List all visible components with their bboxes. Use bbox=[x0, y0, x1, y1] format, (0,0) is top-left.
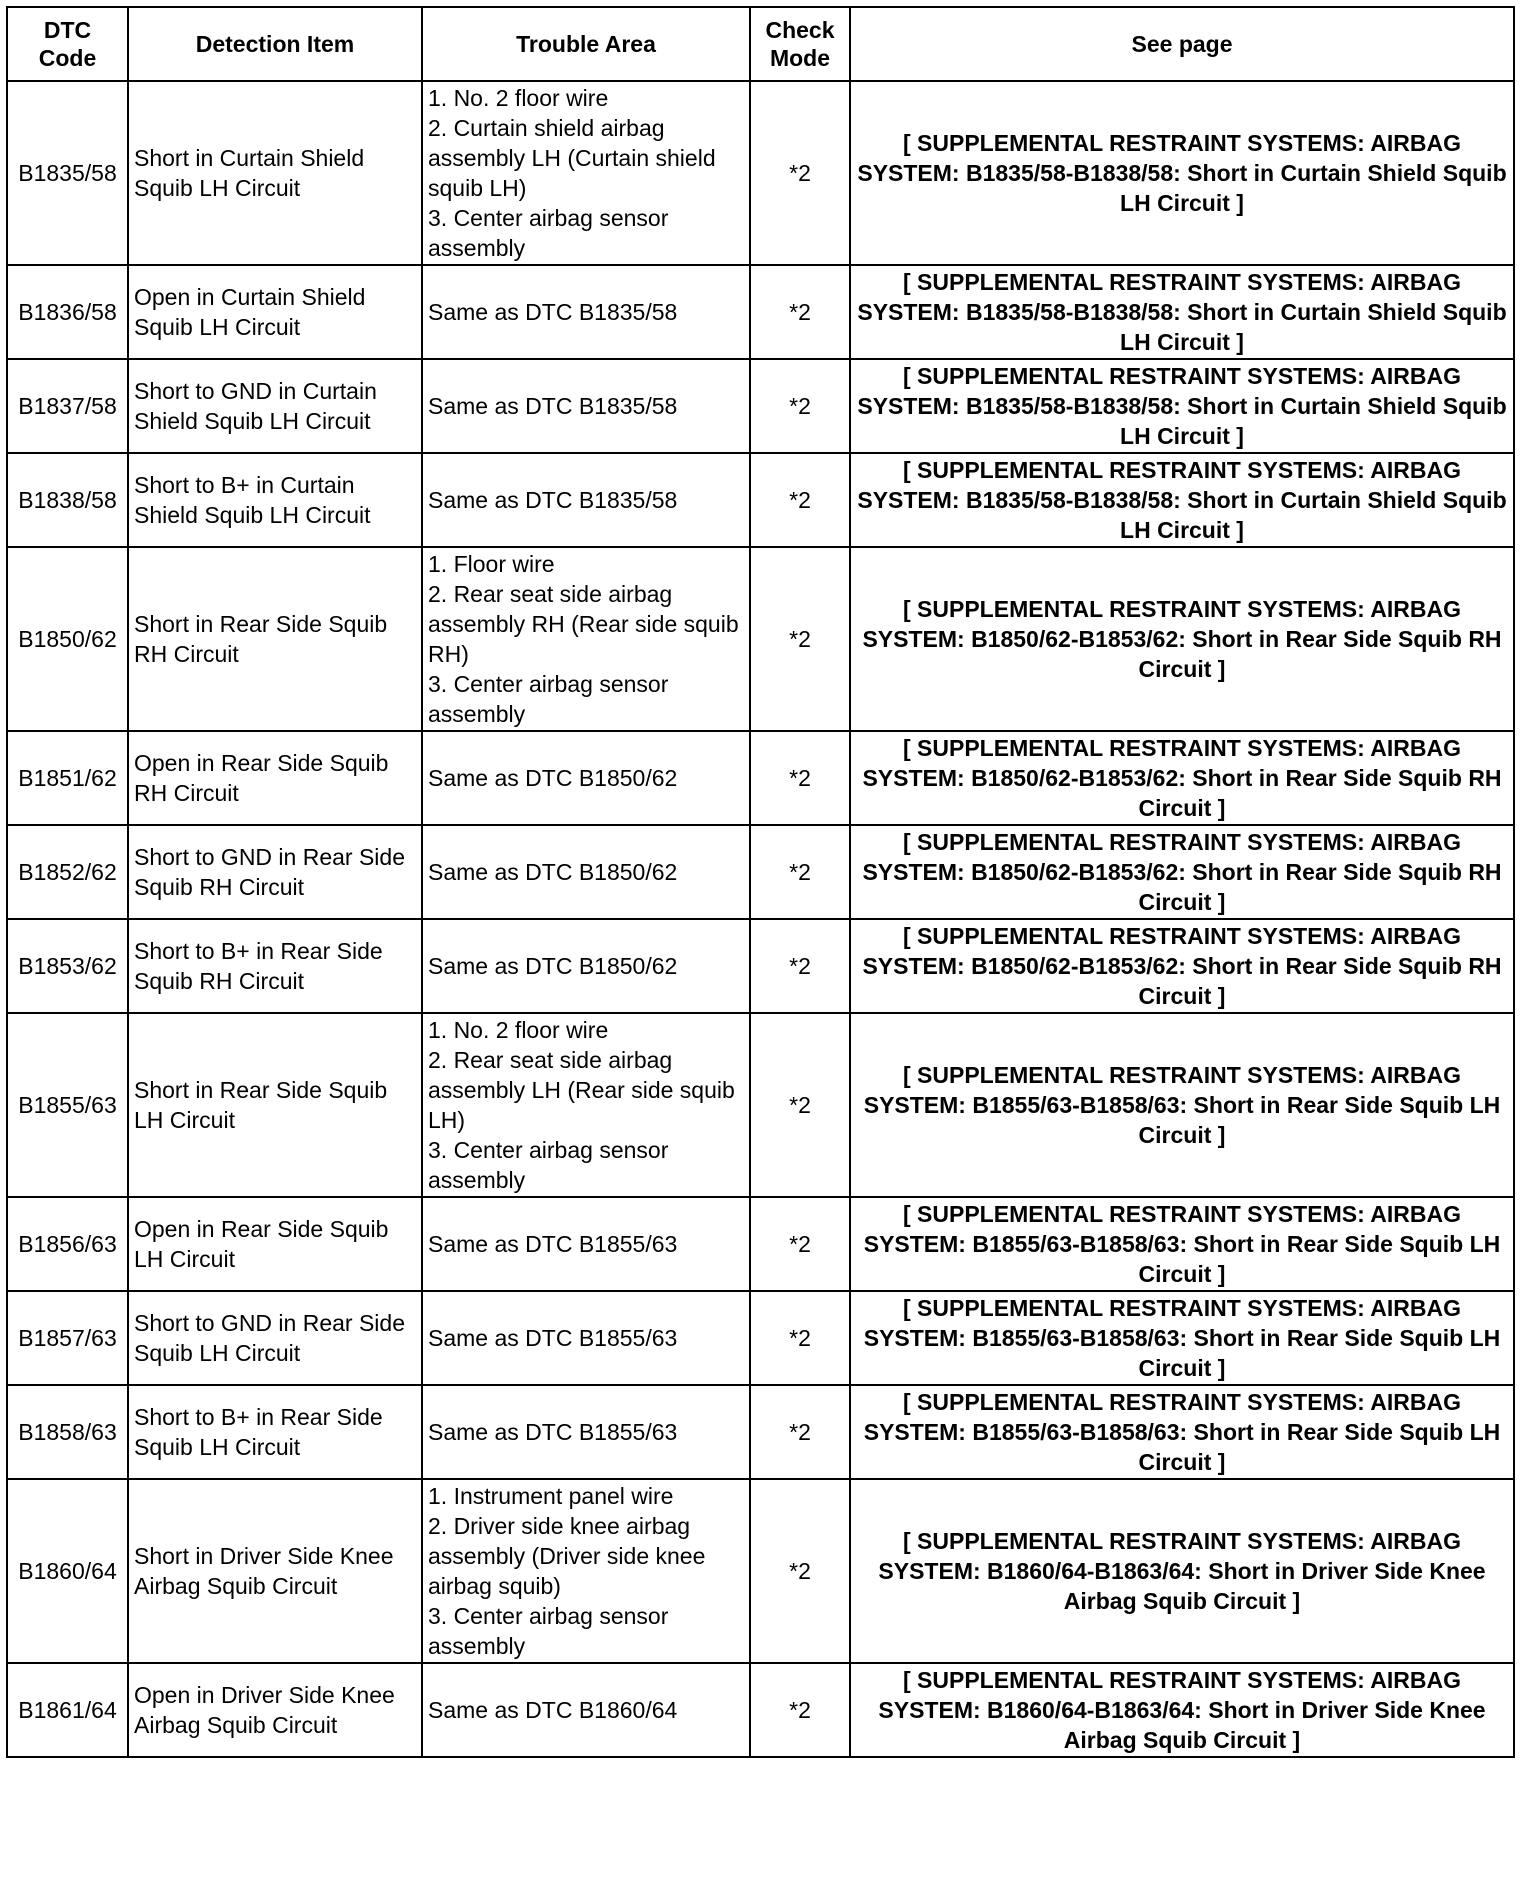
detection-item-cell: Short in Rear Side Squib RH Circuit bbox=[128, 547, 422, 731]
trouble-area-line: Same as DTC B1855/63 bbox=[428, 1325, 678, 1351]
table-row bbox=[7, 919, 1514, 1013]
see-page-link[interactable]: [ SUPPLEMENTAL RESTRAINT SYSTEMS: AIRBAG SYSTEM: B1835/58-B1838/58: Short in Curtain Shield Squib LH Circuit ] bbox=[850, 359, 1514, 453]
trouble-area-line: Same as DTC B1860/64 bbox=[428, 1697, 678, 1723]
trouble-area-line: 2. Curtain shield airbag assembly LH (Curtain shield squib LH) bbox=[428, 115, 716, 201]
see-page-link[interactable]: [ SUPPLEMENTAL RESTRAINT SYSTEMS: AIRBAG SYSTEM: B1850/62-B1853/62: Short in Rear Side Squib RH Circuit ] bbox=[850, 825, 1514, 919]
dtc-code-cell: B1857/63 bbox=[7, 1291, 128, 1385]
table-row bbox=[7, 81, 1514, 265]
dtc-code-cell: B1838/58 bbox=[7, 453, 128, 547]
trouble-area-line: Same as DTC B1850/62 bbox=[428, 953, 678, 979]
table-header-row bbox=[7, 7, 1514, 81]
table-body bbox=[7, 81, 1514, 1757]
see-page-link[interactable]: [ SUPPLEMENTAL RESTRAINT SYSTEMS: AIRBAG SYSTEM: B1850/62-B1853/62: Short in Rear Side Squib RH Circuit ] bbox=[850, 547, 1514, 731]
trouble-area-line: 1. No. 2 floor wire bbox=[428, 1017, 609, 1043]
trouble-area-cell bbox=[422, 1663, 750, 1757]
trouble-area-line: Same as DTC B1835/58 bbox=[428, 299, 678, 325]
dtc-code-cell: B1856/63 bbox=[7, 1197, 128, 1291]
table-row bbox=[7, 1663, 1514, 1757]
table-row bbox=[7, 1197, 1514, 1291]
see-page-link[interactable]: [ SUPPLEMENTAL RESTRAINT SYSTEMS: AIRBAG SYSTEM: B1850/62-B1853/62: Short in Rear Side Squib RH Circuit ] bbox=[850, 731, 1514, 825]
see-page-link[interactable]: [ SUPPLEMENTAL RESTRAINT SYSTEMS: AIRBAG SYSTEM: B1850/62-B1853/62: Short in Rear Side Squib RH Circuit ] bbox=[850, 919, 1514, 1013]
check-mode-cell: *2 bbox=[750, 825, 850, 919]
dtc-code-cell: B1850/62 bbox=[7, 547, 128, 731]
trouble-area-cell bbox=[422, 359, 750, 453]
table-row bbox=[7, 1385, 1514, 1479]
dtc-code-cell: B1837/58 bbox=[7, 359, 128, 453]
see-page-link[interactable]: [ SUPPLEMENTAL RESTRAINT SYSTEMS: AIRBAG SYSTEM: B1855/63-B1858/63: Short in Rear Side Squib LH Circuit ] bbox=[850, 1291, 1514, 1385]
trouble-area-line: Same as DTC B1850/62 bbox=[428, 765, 678, 791]
table-row bbox=[7, 453, 1514, 547]
see-page-link[interactable]: [ SUPPLEMENTAL RESTRAINT SYSTEMS: AIRBAG SYSTEM: B1860/64-B1863/64: Short in Driver Side Knee Airbag Squib Circuit ] bbox=[850, 1663, 1514, 1757]
check-mode-cell: *2 bbox=[750, 359, 850, 453]
trouble-area-cell bbox=[422, 731, 750, 825]
table-row bbox=[7, 1013, 1514, 1197]
trouble-area-cell bbox=[422, 453, 750, 547]
detection-item-cell: Short in Driver Side Knee Airbag Squib Circuit bbox=[128, 1479, 422, 1663]
check-mode-cell: *2 bbox=[750, 1663, 850, 1757]
dtc-code-cell: B1861/64 bbox=[7, 1663, 128, 1757]
trouble-area-cell bbox=[422, 1013, 750, 1197]
dtc-code-cell: B1852/62 bbox=[7, 825, 128, 919]
see-page-link[interactable]: [ SUPPLEMENTAL RESTRAINT SYSTEMS: AIRBAG SYSTEM: B1835/58-B1838/58: Short in Curtain Shield Squib LH Circuit ] bbox=[850, 81, 1514, 265]
detection-item-cell: Short to B+ in Rear Side Squib LH Circuit bbox=[128, 1385, 422, 1479]
detection-item-cell: Short in Rear Side Squib LH Circuit bbox=[128, 1013, 422, 1197]
trouble-area-cell bbox=[422, 1197, 750, 1291]
check-mode-cell: *2 bbox=[750, 547, 850, 731]
trouble-area-line: 2. Driver side knee airbag assembly (Driver side knee airbag squib) bbox=[428, 1513, 706, 1599]
detection-item-cell: Open in Driver Side Knee Airbag Squib Circuit bbox=[128, 1663, 422, 1757]
dtc-code-cell: B1836/58 bbox=[7, 265, 128, 359]
detection-item-cell: Short to B+ in Curtain Shield Squib LH Circuit bbox=[128, 453, 422, 547]
check-mode-cell: *2 bbox=[750, 1013, 850, 1197]
trouble-area-cell bbox=[422, 1385, 750, 1479]
trouble-area-line: 3. Center airbag sensor assembly bbox=[428, 671, 669, 727]
trouble-area-cell bbox=[422, 919, 750, 1013]
check-mode-cell: *2 bbox=[750, 919, 850, 1013]
trouble-area-line: 1. Floor wire bbox=[428, 551, 555, 577]
dtc-code-cell: B1860/64 bbox=[7, 1479, 128, 1663]
trouble-area-cell bbox=[422, 1479, 750, 1663]
trouble-area-line: Same as DTC B1850/62 bbox=[428, 859, 678, 885]
dtc-code-cell: B1835/58 bbox=[7, 81, 128, 265]
detection-item-cell: Open in Curtain Shield Squib LH Circuit bbox=[128, 265, 422, 359]
see-page-link[interactable]: [ SUPPLEMENTAL RESTRAINT SYSTEMS: AIRBAG SYSTEM: B1835/58-B1838/58: Short in Curtain Shield Squib LH Circuit ] bbox=[850, 453, 1514, 547]
header-detection-item: Detection Item bbox=[128, 7, 422, 81]
trouble-area-line: 2. Rear seat side airbag assembly RH (Rear side squib RH) bbox=[428, 581, 739, 667]
table-row bbox=[7, 359, 1514, 453]
check-mode-cell: *2 bbox=[750, 265, 850, 359]
trouble-area-cell bbox=[422, 547, 750, 731]
table-row bbox=[7, 1291, 1514, 1385]
see-page-link[interactable]: [ SUPPLEMENTAL RESTRAINT SYSTEMS: AIRBAG SYSTEM: B1855/63-B1858/63: Short in Rear Side Squib LH Circuit ] bbox=[850, 1197, 1514, 1291]
dtc-table bbox=[6, 6, 1515, 1758]
trouble-area-line: 1. No. 2 floor wire bbox=[428, 85, 609, 111]
dtc-code-cell: B1858/63 bbox=[7, 1385, 128, 1479]
dtc-code-cell: B1853/62 bbox=[7, 919, 128, 1013]
see-page-link[interactable]: [ SUPPLEMENTAL RESTRAINT SYSTEMS: AIRBAG SYSTEM: B1860/64-B1863/64: Short in Driver Side Knee Airbag Squib Circuit ] bbox=[850, 1479, 1514, 1663]
check-mode-cell: *2 bbox=[750, 1197, 850, 1291]
detection-item-cell: Short to GND in Curtain Shield Squib LH Circuit bbox=[128, 359, 422, 453]
table-row bbox=[7, 825, 1514, 919]
table-row bbox=[7, 547, 1514, 731]
header-dtc-code: DTC Code bbox=[7, 7, 128, 81]
trouble-area-cell bbox=[422, 1291, 750, 1385]
trouble-area-cell bbox=[422, 825, 750, 919]
trouble-area-line: Same as DTC B1855/63 bbox=[428, 1231, 678, 1257]
header-see-page: See page bbox=[850, 7, 1514, 81]
see-page-link[interactable]: [ SUPPLEMENTAL RESTRAINT SYSTEMS: AIRBAG SYSTEM: B1855/63-B1858/63: Short in Rear Side Squib LH Circuit ] bbox=[850, 1013, 1514, 1197]
header-check-mode: Check Mode bbox=[750, 7, 850, 81]
trouble-area-line: Same as DTC B1835/58 bbox=[428, 487, 678, 513]
check-mode-cell: *2 bbox=[750, 1385, 850, 1479]
table-row bbox=[7, 1479, 1514, 1663]
detection-item-cell: Open in Rear Side Squib LH Circuit bbox=[128, 1197, 422, 1291]
trouble-area-line: Same as DTC B1855/63 bbox=[428, 1419, 678, 1445]
trouble-area-line: 3. Center airbag sensor assembly bbox=[428, 205, 669, 261]
trouble-area-line: 1. Instrument panel wire bbox=[428, 1483, 674, 1509]
trouble-area-line: Same as DTC B1835/58 bbox=[428, 393, 678, 419]
table-row bbox=[7, 265, 1514, 359]
check-mode-cell: *2 bbox=[750, 731, 850, 825]
detection-item-cell: Short to GND in Rear Side Squib RH Circuit bbox=[128, 825, 422, 919]
table-row bbox=[7, 731, 1514, 825]
see-page-link[interactable]: [ SUPPLEMENTAL RESTRAINT SYSTEMS: AIRBAG SYSTEM: B1835/58-B1838/58: Short in Curtain Shield Squib LH Circuit ] bbox=[850, 265, 1514, 359]
check-mode-cell: *2 bbox=[750, 453, 850, 547]
trouble-area-cell bbox=[422, 81, 750, 265]
detection-item-cell: Short to GND in Rear Side Squib LH Circuit bbox=[128, 1291, 422, 1385]
trouble-area-line: 3. Center airbag sensor assembly bbox=[428, 1137, 669, 1193]
dtc-code-cell: B1855/63 bbox=[7, 1013, 128, 1197]
trouble-area-line: 2. Rear seat side airbag assembly LH (Rear side squib LH) bbox=[428, 1047, 735, 1133]
dtc-code-cell: B1851/62 bbox=[7, 731, 128, 825]
trouble-area-line: 3. Center airbag sensor assembly bbox=[428, 1603, 669, 1659]
trouble-area-cell bbox=[422, 265, 750, 359]
detection-item-cell: Open in Rear Side Squib RH Circuit bbox=[128, 731, 422, 825]
header-trouble-area: Trouble Area bbox=[422, 7, 750, 81]
detection-item-cell: Short in Curtain Shield Squib LH Circuit bbox=[128, 81, 422, 265]
detection-item-cell: Short to B+ in Rear Side Squib RH Circuit bbox=[128, 919, 422, 1013]
see-page-link[interactable]: [ SUPPLEMENTAL RESTRAINT SYSTEMS: AIRBAG SYSTEM: B1855/63-B1858/63: Short in Rear Side Squib LH Circuit ] bbox=[850, 1385, 1514, 1479]
check-mode-cell: *2 bbox=[750, 1479, 850, 1663]
check-mode-cell: *2 bbox=[750, 1291, 850, 1385]
check-mode-cell: *2 bbox=[750, 81, 850, 265]
